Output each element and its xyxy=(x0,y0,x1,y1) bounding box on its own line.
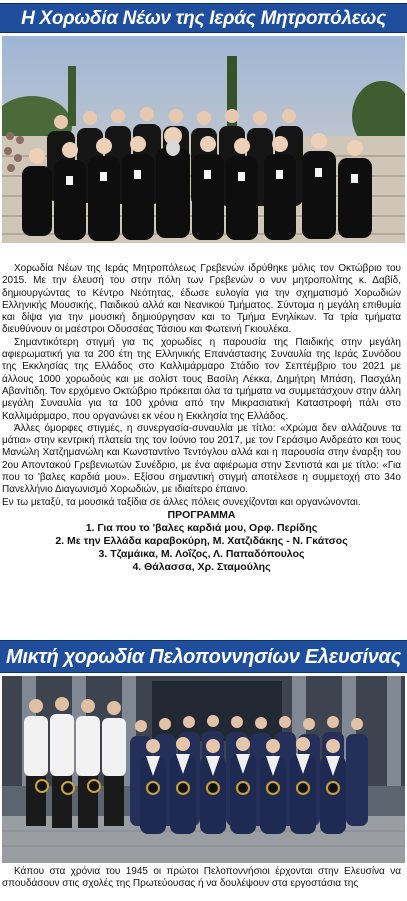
program-item: 4. Θάλασσα, Χρ. Σταμούλης xyxy=(132,560,271,573)
mixed-choir-article xyxy=(2,866,401,891)
paragraph: Σημαντικότερη στιγμή για τις χορωδίες η παρουσία της Παιδικής στην μεγάλη αφιερωματική για τα 200 έτη της Ελληνικής Επανάστασης Συναυλία της Ιεράς Συνόδου της Εκκλησίας της Ελλάδος στο Καλλιμάρμαρο Στάδιο τον Σεπτέμβριο του 2021 με άλλους 1000 χορωδούς και με σολίστ τους Βασίλη Λέκκα, Δημήτρη Μπάση, Πασχάλη Αβανίτιδη. Τον ερχόμενο Οκτώβριο πρόκειται όλα τα τμήματα να συμμετάσχουν στην άλλη μεγάλη Συναυλία για τα 100 χρόνια από την Μικρασιατική Καταστροφή πάλι στο Καλλιμάρμαρο, που οργανώνει εκ νέου η Εκκλησία της Ελλάδος. xyxy=(2,336,401,422)
program-block xyxy=(2,509,401,574)
section-title-youth-choir: Η Χορωδία Νέων της Ιεράς Μητροπόλεως xyxy=(0,3,407,33)
program-item: 1. Για που το 'βαλες καρδιά μου, Ορφ. Περίδης xyxy=(85,521,318,534)
mixed-choir-photo xyxy=(2,676,405,863)
program-title: ΠΡΟΓΡΑΜΜΑ xyxy=(167,508,236,521)
youth-choir-article xyxy=(2,263,401,574)
section-title-mixed-choir: Μικτή χορωδία Πελοποννησίων Ελευσίνας xyxy=(0,640,407,673)
paragraph: Εν τω μεταξύ, τα μουσικά ταξίδια σε άλλες πόλεις συνεχίζονται και οργανώνονται. xyxy=(2,496,361,508)
paragraph: Άλλες όμορφες στιγμές, η συνεργασία-συναυλία με τίτλο: «Χρώμα δεν αλλάζουνε τα μάτια» στην κεντρική πλατεία της τον Ιούνιο του 2017, με τον Γεράσιμο Ανδρεάτο και τους Μανώλη Χατζημανώλη και Κωνσταντίνο Τεντόγλου αλλά και η παρουσία στην έναρξη του 2ου Αποντακού Γρεβενιωτών Συνέδριο, με ένα αφιέρωμα στην Σεντιστά και με τίτλο: «Για που το 'βαλες καρδιά μου». Εξίσου σημαντική στιγμή αποτέλεσε η συμμετοχή στο 34ο Πανελλήνιο Διαγωνισμό Χορωδιών, με ιδιαίτερο έπαινο. xyxy=(2,422,401,496)
program-item: 3. Τζαμάικα, Μ. Λοΐζος, Λ. Παπαδόπουλος xyxy=(98,547,305,560)
paragraph: Χορωδία Νέων της Ιεράς Μητροπόλεως Γρεβενών ιδρύθηκε μόλις τον Οκτώβριο του 2015. Με την έλευσή του στην πόλη των Γρεβενών ο νυν μητροπολίτης κ. Δαβίδ, δημιουργώντας το Κέντρο Νεότητας, έδωσε ευλογία για την σχηματισμό Χορωδιών Ελληνικής Μουσικής, Παιδικού αλλά και Νεανικού Τμήματος. Σύντομα η μεγάλη επιθυμία και δίψα για την μουσική δημιούργησαν και το Τμήμα Ενηλίκων. Τα τρία τμήματα διευθύνουν οι μαέστροι Οδυσσέας Τάσιου και Φωτεινή Γκιουλέκα. xyxy=(2,263,401,336)
paragraph: Κάπου στα χρόνια του 1945 οι πρώτοι Πελοποννήσιοι έρχονται στην Ελευσίνα να σπουδάσουν στις σχολές της Πρωτεύουσας ή να δουλέψουν στα εργοστάσια της xyxy=(2,866,401,890)
program-item: 2. Με την Ελλάδα καραβοκύρη, Μ. Χατζιδάκης - Ν. Γκάτσος xyxy=(55,534,348,547)
youth-choir-photo xyxy=(2,36,405,243)
